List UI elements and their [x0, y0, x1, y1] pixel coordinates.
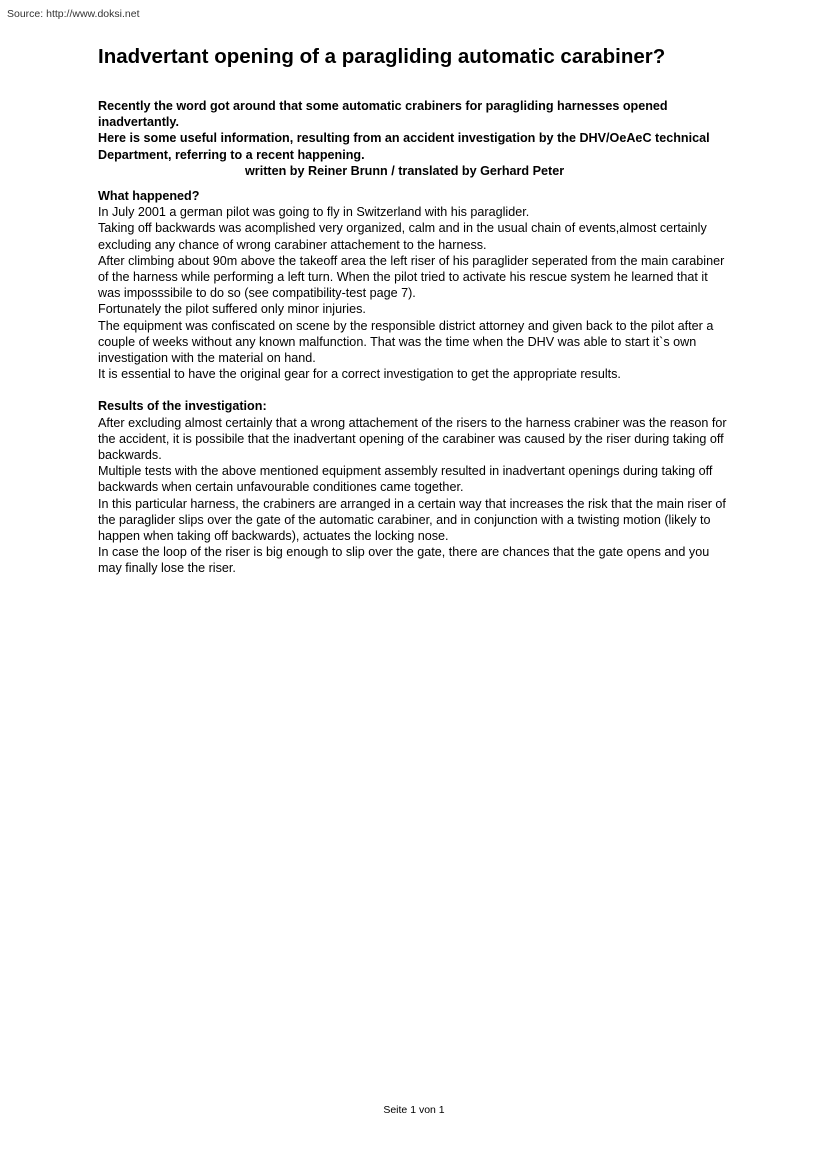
document-title: Inadvertant opening of a paragliding automatic carabiner? — [98, 45, 666, 68]
paragraph: After climbing about 90m above the takeoff area the left riser of his paraglider seperated from the main carabiner of the harness while performing a left turn. When the pilot tried to activate his rescue system he learned that it was imposssibile to do so (see compatibility-test page 7). — [98, 253, 725, 301]
section-heading: What happened? — [98, 189, 200, 204]
paragraph: In July 2001 a german pilot was going to fly in Switzerland with his paraglider. — [98, 205, 530, 220]
paragraph: In case the loop of the riser is big enough to slip over the gate, there are chances that the gate opens and you may finally lose the riser. — [98, 545, 710, 576]
paragraph: In this particular harness, the crabiners are arranged in a certain way that increases the risk that the main riser of the paraglider slips over the gate of the automatic carabiner, and in conjunction with a twisting motion (likely to happen when taking off backwards), actuates the locking nose. — [98, 496, 726, 544]
intro-paragraph: Here is some useful information, resulting from an accident investigation by the DHV/OeAeC technical Department, referring to a recent happening. — [98, 131, 710, 162]
paragraph: Fortunately the pilot suffered only minor injuries. — [98, 302, 366, 317]
intro-block — [98, 98, 728, 179]
page-number: Seite 1 von 1 — [383, 1104, 445, 1116]
paragraph: Taking off backwards was acomplished very organized, calm and in the usual chain of events,almost certainly excluding any chance of wrong carabiner attachement to the harness. — [98, 221, 707, 252]
paragraph: Multiple tests with the above mentioned equipment assembly resulted in inadvertant openings during taking off backwards when certain unfavourable conditiones came together. — [98, 464, 713, 495]
source-line: Source: http://www.doksi.net — [7, 8, 140, 20]
paragraph: It is essential to have the original gear for a correct investigation to get the appropriate results. — [98, 367, 621, 382]
paragraph: The equipment was confiscated on scene by the responsible district attorney and given back to the pilot after a couple of weeks without any known malfunction. That was the time when the DHV was able to start it`s own investigation with the material on hand. — [98, 318, 714, 366]
document-body — [98, 44, 728, 577]
section-results — [98, 398, 728, 576]
byline: written by Reiner Brunn / translated by Gerhard Peter — [245, 163, 565, 178]
intro-paragraph: Recently the word got around that some automatic crabiners for paragliding harnesses opened inadvertantly. — [98, 99, 668, 130]
section-heading: Results of the investigation: — [98, 399, 267, 414]
paragraph: After excluding almost certainly that a wrong attachement of the risers to the harness crabiner was the reason for the accident, it is possibile that the inadvertant opening of the carabiner was caused by the riser during taking off backwards. — [98, 415, 727, 463]
section-what-happened — [98, 188, 728, 382]
